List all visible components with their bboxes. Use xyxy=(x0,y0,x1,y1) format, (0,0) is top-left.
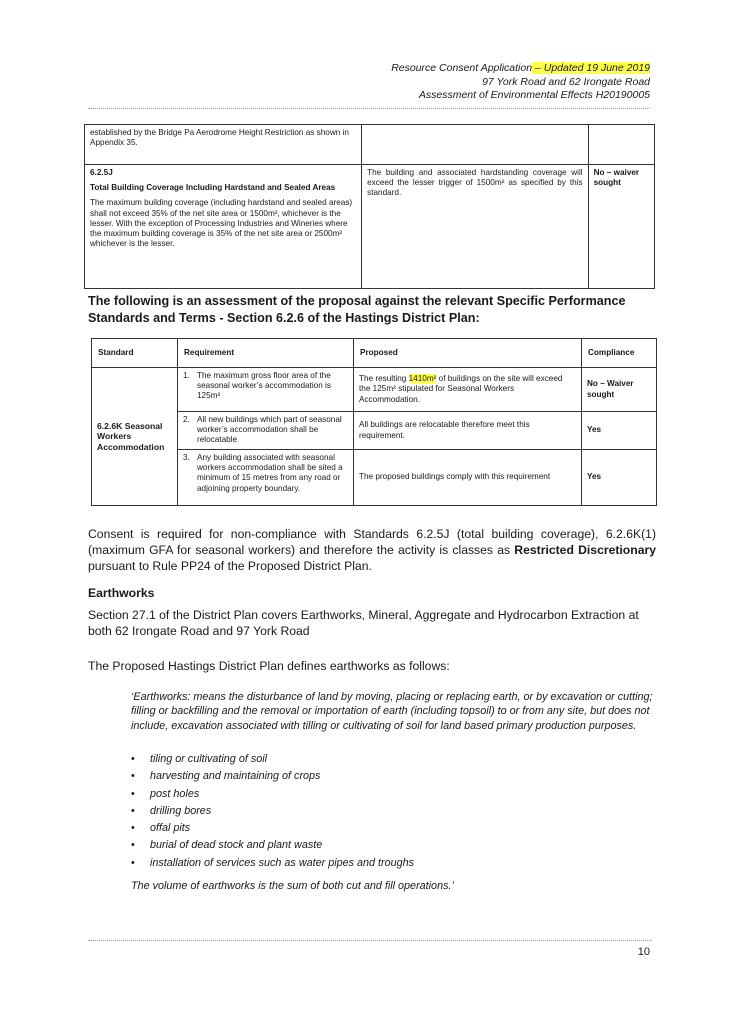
table-row xyxy=(92,368,657,412)
column-header: Proposed xyxy=(354,339,582,368)
list-item: • tiling or cultivating of soil xyxy=(131,753,268,765)
requirement-cell xyxy=(85,165,362,289)
table-header-row xyxy=(92,339,657,368)
requirement-cell: established by the Bridge Pa Aerodrome Height Restriction as shown in Appendix 35. xyxy=(85,125,362,165)
gfa-highlight: 1410m² xyxy=(408,374,437,384)
list-item: • post holes xyxy=(131,787,200,800)
header-divider xyxy=(88,108,650,109)
compliance-cell: Yes xyxy=(582,450,657,506)
table-row xyxy=(85,125,655,165)
standard-body: The maximum building coverage (including hardstand and sealed areas) shall not exceed 35% of the net site area or 1500m², whichever is the lesser. With the exception of Processing Industries and Wineries where the maximum building coverage is 35% of the net site area or 2500m² whichever is the lesser. xyxy=(90,198,353,249)
compliance-cell: No – Waiver sought xyxy=(582,368,657,412)
earthworks-definition-intro: The Proposed Hastings District Plan defines earthworks as follows: xyxy=(88,659,450,673)
list-item: • installation of services such as water pipes and troughs xyxy=(131,856,415,869)
header-line-2: 97 York Road and 62 Irongate Road xyxy=(482,75,650,88)
list-item: • offal pits xyxy=(131,822,191,835)
requirement-cell: 1. The maximum gross floor area of the seasonal worker’s accommodation is 125m² xyxy=(178,368,354,412)
earthworks-paragraph: Section 27.1 of the District Plan covers Earthworks, Mineral, Aggregate and Hydrocarbon Extraction at both 62 Irongate Road and 97 York Road xyxy=(88,608,639,638)
table-row xyxy=(85,165,655,289)
compliance-cell: Yes xyxy=(582,412,657,450)
standard-cell: 6.2.6K Seasonal Workers Accommodation xyxy=(92,368,178,506)
standard-code: 6.2.5J xyxy=(90,168,113,177)
earthworks-heading: Earthworks xyxy=(88,586,155,600)
activity-status: Restricted Discretionary xyxy=(514,543,656,557)
proposed-cell: The proposed buildings comply with this requirement xyxy=(354,450,582,506)
column-header: Standard xyxy=(92,339,178,368)
seasonal-workers-table xyxy=(91,338,657,506)
footer-divider xyxy=(88,940,652,941)
building-coverage-table xyxy=(84,124,655,289)
list-item: • harvesting and maintaining of crops xyxy=(131,770,321,783)
exclusion-list xyxy=(131,753,414,874)
header-line-3: Assessment of Environmental Effects H20190005 xyxy=(418,89,650,101)
intro-text: The following is an assessment of the proposal against the relevant Specific Performance Standards and Terms - Section 6.2.6 of the Hastings District Plan: xyxy=(88,294,626,325)
compliance-cell: No – waiver sought xyxy=(588,165,654,289)
header-line-1: Resource Consent Application – Updated 19 June 2019 xyxy=(391,62,650,74)
page-header xyxy=(391,62,650,103)
compliance-cell xyxy=(588,125,654,165)
proposed-cell: All buildings are relocatable therefore meet this requirement. xyxy=(354,412,582,450)
requirement-cell: 2. All new buildings which part of seasonal worker’s accommodation shall be relocatable xyxy=(178,412,354,450)
standard-title: Total Building Coverage Including Hardstand and Sealed Areas xyxy=(90,183,336,193)
earthworks-definition: ‘Earthworks: means the disturbance of land by moving, placing or replacing earth, or by excavation or cutting; filling or backfilling and the removal or importation of earth (including topsoil) to or from any site, but does not include, excavation associated with tilling or cultivating of soil for land based primary production purposes. xyxy=(131,691,653,732)
list-item: • burial of dead stock and plant waste xyxy=(131,839,323,852)
proposed-cell: The building and associated hardstanding coverage will exceed the lesser trigger of 1500m² as specified by this standard. xyxy=(362,165,589,289)
proposed-cell xyxy=(362,125,589,165)
list-item: • drilling bores xyxy=(131,804,212,817)
consent-paragraph: Consent is required for non-compliance with Standards 6.2.5J (total building coverage), 6.2.6K(1) (maximum GFA for seasonal workers) and therefore the activity is classes as Restricted Discretionary pursuant to Rule PP24 of the Proposed District Plan. xyxy=(88,527,656,573)
column-header: Compliance xyxy=(582,339,657,368)
updated-date-highlight: – Updated 19 June 2019 xyxy=(532,62,650,74)
requirement-cell: 3. Any building associated with seasonal workers accommodation shall be sited a minimum of 15 metres from any road or adjoining property boundary. xyxy=(178,450,354,506)
definition-closing: The volume of earthworks is the sum of both cut and fill operations.’ xyxy=(131,880,454,892)
proposed-cell: The resulting 1410m² of buildings on the site will exceed the 125m² stipulated for Seasonal Workers Accommodation. xyxy=(354,368,582,412)
column-header: Requirement xyxy=(178,339,354,368)
page-number: 10 xyxy=(637,946,650,958)
